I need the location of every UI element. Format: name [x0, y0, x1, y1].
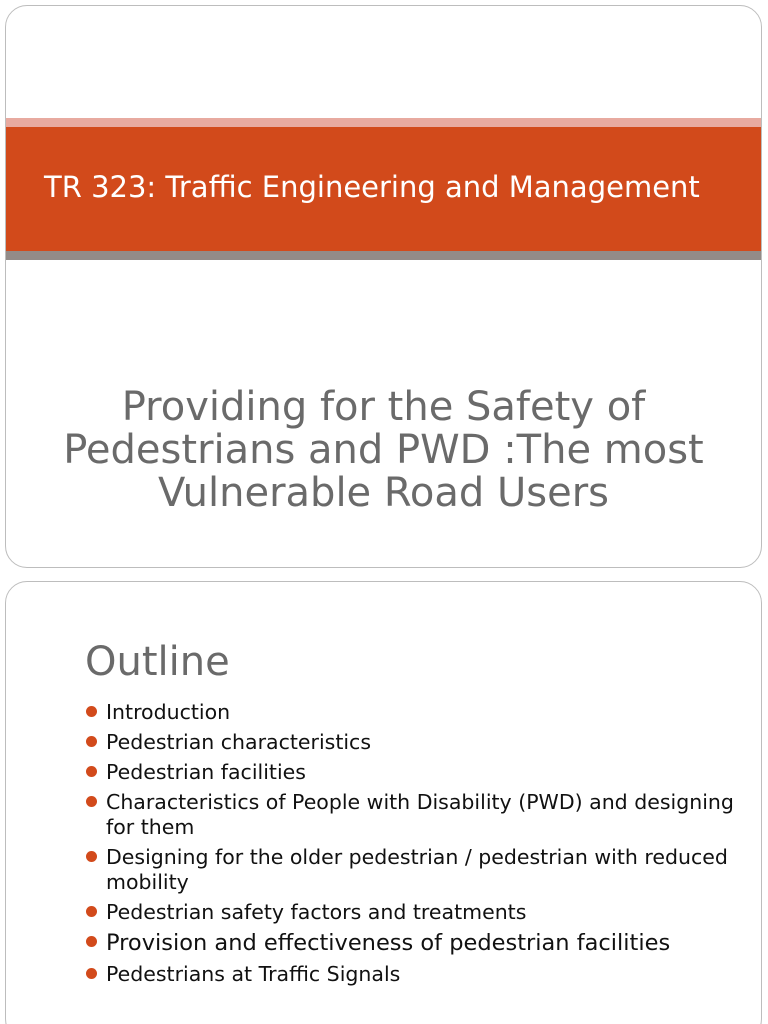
course-title: TR 323: Traffic Engineering and Management [44, 170, 700, 204]
bullet-dot-icon [86, 936, 97, 947]
outline-item-text: Introduction [106, 700, 231, 724]
bullet-dot-icon [86, 796, 97, 807]
outline-item-text: Pedestrians at Traffic Signals [106, 962, 401, 986]
outline-item [85, 730, 735, 755]
outline-list [85, 700, 735, 992]
bullet-dot-icon [86, 968, 97, 979]
outline-item [85, 900, 735, 925]
outline-item-text: Provision and effectiveness of pedestrian facilities [106, 930, 671, 956]
outline-item [85, 930, 735, 957]
outline-item-text: Pedestrian characteristics [106, 730, 372, 754]
outline-item [85, 845, 735, 895]
outline-item-text: Characteristics of People with Disability (PWD) and designing for them [106, 790, 734, 839]
title-band-accent-bottom [6, 251, 761, 260]
bullet-dot-icon [86, 736, 97, 747]
bullet-dot-icon [86, 851, 97, 862]
outline-heading: Outline [85, 639, 230, 685]
slide-title[interactable] [5, 5, 762, 568]
title-band-accent-top [6, 118, 761, 127]
outline-item-text: Pedestrian safety factors and treatments [106, 900, 527, 924]
outline-item-text: Designing for the older pedestrian / pedestrian with reduced mobility [106, 845, 728, 894]
outline-item [85, 962, 735, 987]
outline-item [85, 790, 735, 840]
outline-item [85, 700, 735, 725]
bullet-dot-icon [86, 706, 97, 717]
slide-outline[interactable] [5, 581, 762, 1024]
bullet-dot-icon [86, 906, 97, 917]
presentation-title: Providing for the Safety of Pedestrians and PWD :The most Vulnerable Road Users [63, 384, 704, 516]
bullet-dot-icon [86, 766, 97, 777]
outline-item-text: Pedestrian facilities [106, 760, 306, 784]
outline-item [85, 760, 735, 785]
